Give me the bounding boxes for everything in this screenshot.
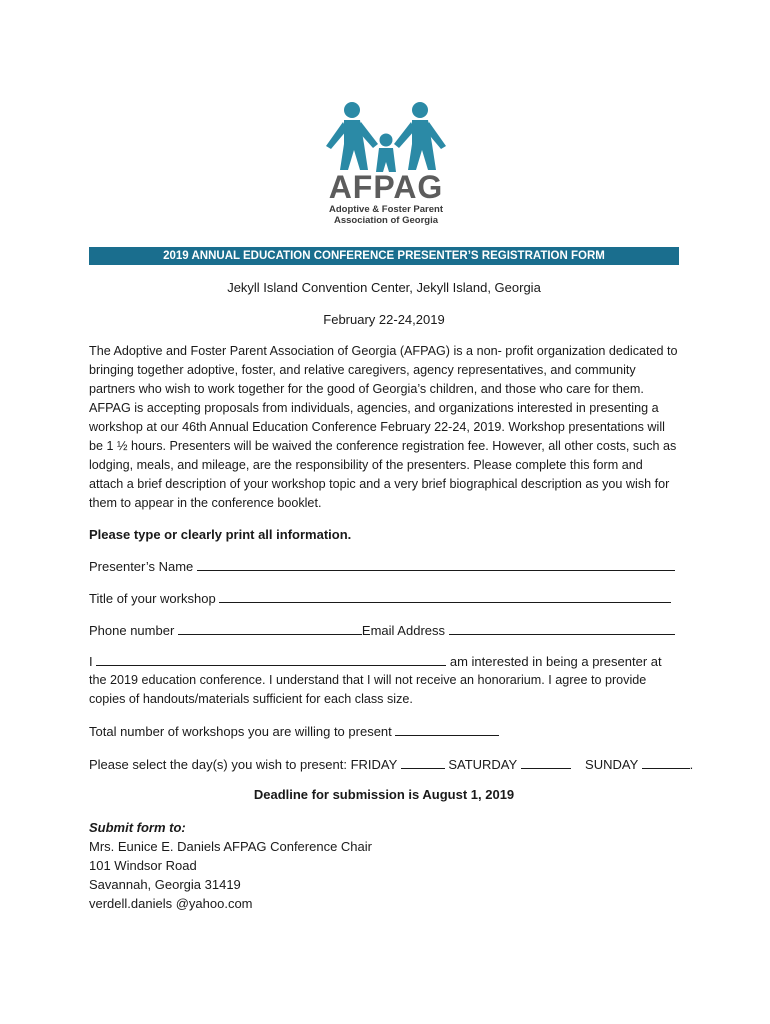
deadline-text: Deadline for submission is August 1, 2019: [253, 787, 515, 802]
afpag-logo: [316, 100, 456, 225]
saturday-label: SATURDAY: [448, 757, 517, 772]
presenter-name-field[interactable]: [197, 557, 675, 571]
phone-field[interactable]: [178, 621, 362, 635]
presenter-name-label: Presenter’s Name: [89, 559, 194, 574]
email-label: Email Address: [361, 623, 445, 638]
agreement-text-after: am interested in being a presenter at: [449, 654, 662, 669]
submit-line-1: Mrs. Eunice E. Daniels AFPAG Conference Chair: [89, 839, 372, 854]
workshops-count-row: [89, 722, 679, 741]
submit-email: verdell.daniels @yahoo.com: [89, 896, 253, 911]
friday-field[interactable]: [401, 755, 445, 769]
friday-label: FRIDAY: [350, 757, 398, 772]
conference-dates: February 22-24,2019: [323, 312, 445, 327]
email-field[interactable]: [449, 621, 675, 635]
agreement-name-field[interactable]: [96, 652, 446, 666]
sunday-field[interactable]: [642, 755, 690, 769]
workshops-count-label: Total number of workshops you are willing to present: [89, 724, 392, 739]
agreement-prefix: I: [89, 654, 93, 669]
saturday-field[interactable]: [521, 755, 571, 769]
venue-text: Jekyll Island Convention Center, Jekyll Island, Georgia: [227, 280, 541, 295]
agreement-rest: the 2019 education conference. I understand that I will not receive an honorarium. I agree to provide copies of handouts/materials sufficient for each class size.: [89, 673, 647, 706]
submit-heading: Submit form to:: [89, 820, 186, 835]
workshop-title-field[interactable]: [219, 589, 671, 603]
logo-abbreviation: AFPAG: [328, 169, 444, 205]
days-row: [89, 755, 694, 774]
contact-row: [89, 621, 679, 640]
intro-paragraph: The Adoptive and Foster Parent Association of Georgia (AFPAG) is a non- profit organization dedicated to bringing together adoptive, foster, and relative caregivers, agency representatives, and community partners who wish to work together for the good of Georgia’s children, and those who care for them. AFPAG is accepting proposals from individuals, agencies, and organizations interested in presenting a workshop at our 46th Annual Education Conference February 22-24, 2019. Workshop presentations will be 1 ½ hours. Presenters will be waived the conference registration fee. However, all other costs, such as lodging, meals, and mileage, are the responsibility of the presenters. Please complete this form and attach a brief description of your workshop topic and a very brief biographical description as you wish for them to appear in the conference booklet.: [89, 344, 678, 510]
workshops-count-field[interactable]: [395, 722, 499, 736]
days-end: .: [689, 757, 694, 772]
phone-label: Phone number: [89, 623, 175, 638]
submit-line-3: Savannah, Georgia 31419: [89, 877, 241, 892]
logo-subtitle-line2: Association of Georgia: [334, 215, 438, 226]
form-title-banner: 2019 ANNUAL EDUCATION CONFERENCE PRESENTER’S REGISTRATION FORM: [89, 247, 679, 265]
submit-line-2: 101 Windsor Road: [89, 858, 197, 873]
logo-subtitle-line1: Adoptive & Foster Parent: [328, 204, 444, 215]
instruction-text: Please type or clearly print all information.: [89, 527, 352, 542]
days-label: Please select the day(s) you wish to present:: [89, 757, 347, 772]
sunday-label: SUNDAY: [585, 757, 639, 772]
family-figures-icon: [316, 100, 456, 175]
workshop-title-row: [89, 589, 679, 608]
workshop-title-label: Title of your workshop: [89, 591, 216, 606]
presenter-name-row: [89, 557, 679, 576]
agreement-first-line: [89, 652, 679, 671]
